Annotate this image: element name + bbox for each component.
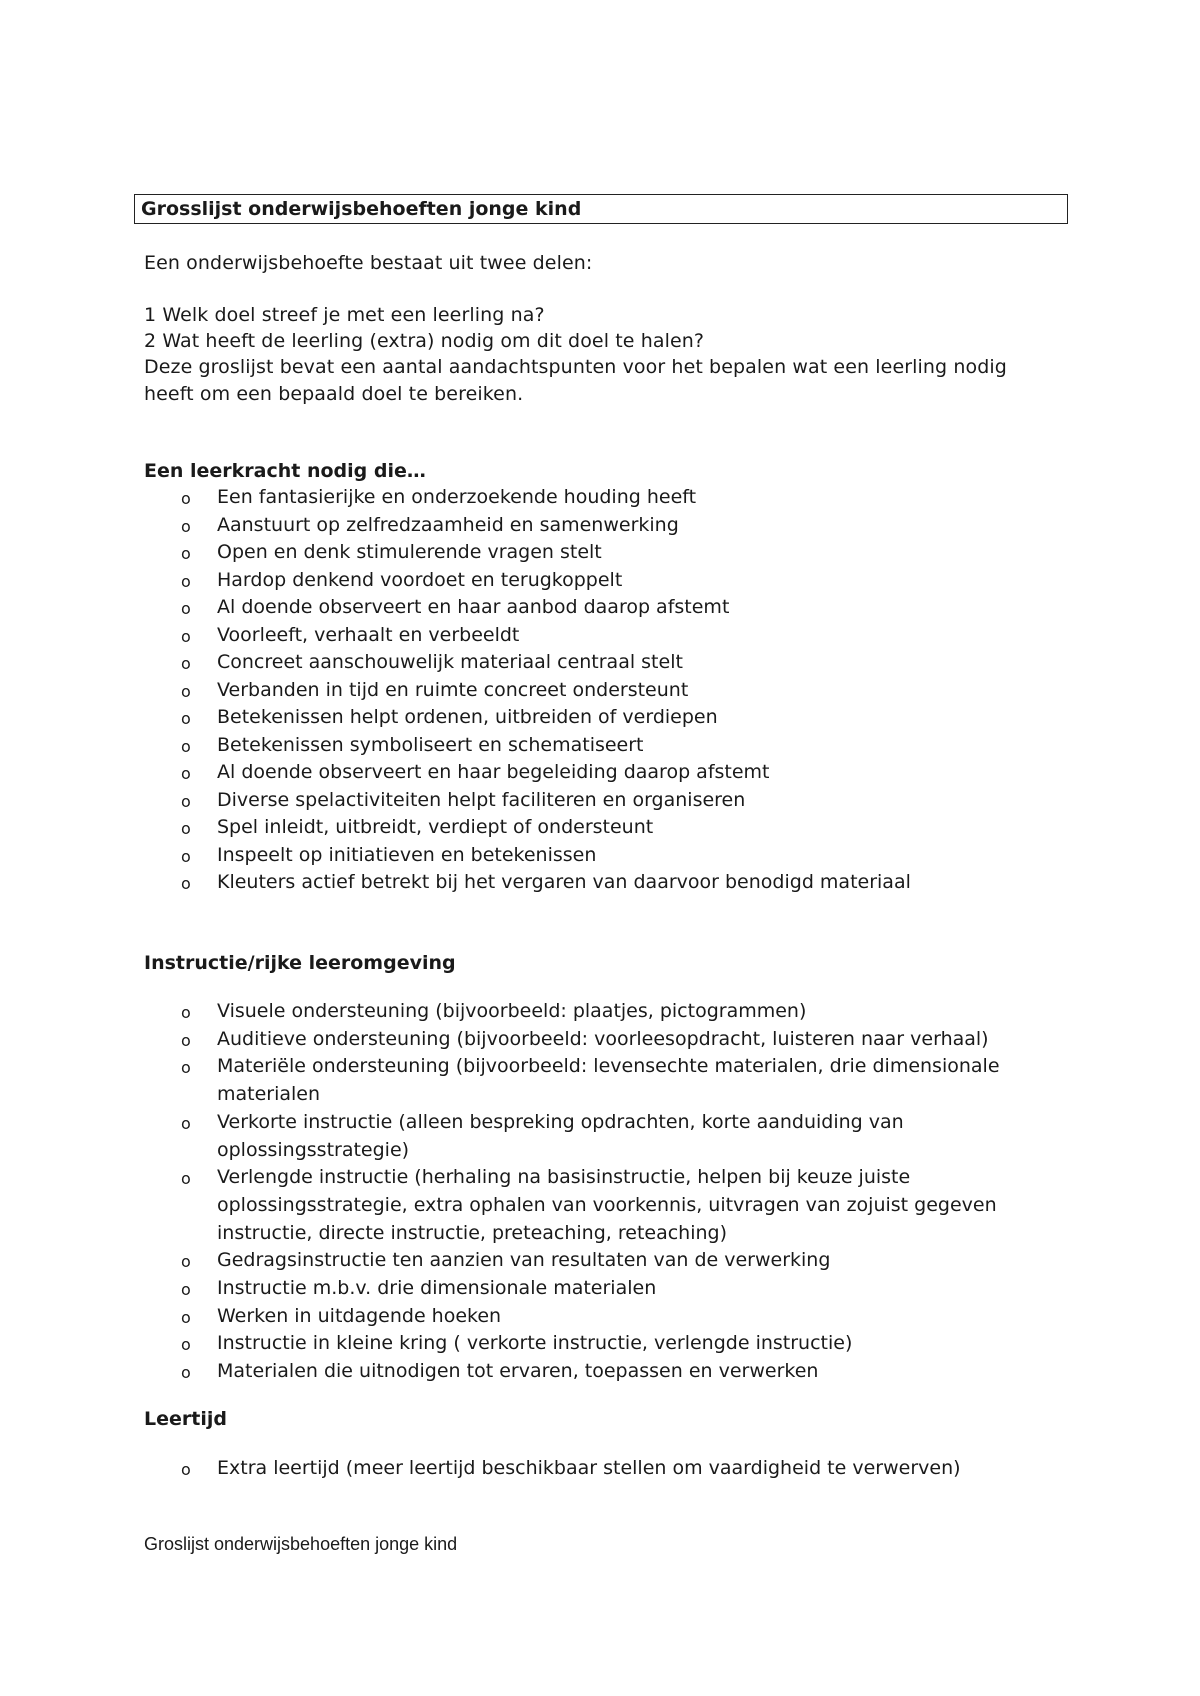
- intro-line: Een onderwijsbehoefte bestaat uit twee delen:: [144, 252, 593, 274]
- section-heading-leerkracht: Een leerkracht nodig die…: [144, 460, 426, 482]
- list-item: o Verlengde instructie (herhaling na basisinstructie, helpen bij keuze juiste oplossingsstrategie, extra ophalen van voorkennis, uitvragen van zojuist gegeven instructie, directe instructie, preteaching, reteaching): [181, 1166, 997, 1244]
- bullet-marker: o: [181, 1252, 191, 1272]
- bullet-marker: o: [181, 1280, 191, 1300]
- bullet-marker: o: [181, 791, 191, 811]
- bullet-marker: o: [181, 654, 191, 673]
- list-item: o Kleuters actief betrekt bij het vergaren van daarvoor benodigd materiaal: [0, 869, 1057, 897]
- list-leerkracht: [0, 484, 1057, 897]
- list-item: o Aanstuurt op zelfredzaamheid en samenwerking: [0, 512, 1057, 540]
- intro-question-2: 2 Wat heeft de leerling (extra) nodig om dit doel te halen?: [144, 330, 705, 352]
- section-heading-instructie: Instructie/rijke leeromgeving: [144, 952, 456, 974]
- bullet-marker: o: [181, 1113, 191, 1133]
- list-leertijd: [0, 1455, 1057, 1483]
- bullet-marker: o: [181, 626, 191, 646]
- list-item: o Al doende observeert en haar begeleiding daarop afstemt: [0, 759, 1057, 787]
- bullet-marker: o: [181, 846, 191, 866]
- list-item: o Instructie in kleine kring ( verkorte instructie, verlengde instructie): [0, 1330, 1057, 1358]
- list-item: o Concreet aanschouwelijk materiaal centraal stelt: [0, 649, 1057, 677]
- list-item: o Voorleeft, verhaalt en verbeeldt: [0, 622, 1057, 650]
- list-item: o Auditieve ondersteuning (bijvoorbeeld: voorleesopdracht, luisteren naar verhaal): [0, 1026, 1057, 1054]
- bullet-marker: o: [181, 599, 191, 618]
- list-instructie: [0, 998, 1057, 1386]
- list-item: o Diverse spelactiviteiten helpt faciliteren en organiseren: [0, 787, 1057, 815]
- bullet-marker: o: [181, 1058, 191, 1078]
- bullet-marker: o: [181, 681, 191, 701]
- intro-question-1: 1 Welk doel streef je met een leerling na?: [144, 304, 545, 326]
- list-item: o Betekenissen symboliseert en schematiseert: [0, 732, 1057, 760]
- list-item: o Inspeelt op initiatieven en betekenissen: [0, 842, 1057, 870]
- bullet-marker: o: [181, 516, 191, 536]
- bullet-marker: o: [181, 1030, 191, 1050]
- list-item: o Een fantasierijke en onderzoekende houding heeft: [0, 484, 1057, 512]
- bullet-marker: o: [181, 489, 191, 508]
- bullet-marker: o: [181, 1307, 191, 1327]
- list-item: o Hardop denkend voordoet en terugkoppelt: [0, 567, 1057, 595]
- document-title: Grosslijst onderwijsbehoeften jonge kind: [134, 194, 1068, 224]
- bullet-marker: o: [181, 1363, 191, 1383]
- bullet-marker: o: [181, 1335, 191, 1355]
- list-item: o Visuele ondersteuning (bijvoorbeeld: plaatjes, pictogrammen): [0, 998, 1057, 1026]
- bullet-marker: o: [181, 874, 191, 893]
- bullet-marker: o: [181, 819, 191, 838]
- bullet-marker: o: [181, 1460, 191, 1479]
- bullet-marker: o: [181, 709, 191, 728]
- bullet-marker: o: [181, 544, 191, 563]
- bullet-marker: o: [181, 764, 191, 783]
- list-item: o Verkorte instructie (alleen bespreking opdrachten, korte aanduiding van oplossingsstrategie): [181, 1110, 904, 1161]
- list-item: o Materialen die uitnodigen tot ervaren, toepassen en verwerken: [0, 1358, 1057, 1386]
- bullet-marker: o: [181, 571, 191, 591]
- bullet-marker: o: [181, 1003, 191, 1022]
- list-item: o Open en denk stimulerende vragen stelt: [0, 539, 1057, 567]
- list-item: o Al doende observeert en haar aanbod daarop afstemt: [0, 594, 1057, 622]
- list-item: o Betekenissen helpt ordenen, uitbreiden of verdiepen: [0, 704, 1057, 732]
- list-item: o Spel inleidt, uitbreidt, verdiept of ondersteunt: [0, 814, 1057, 842]
- bullet-marker: o: [181, 736, 191, 756]
- list-item: o Gedragsinstructie ten aanzien van resultaten van de verwerking: [0, 1247, 1057, 1275]
- page-footer: Groslijst onderwijsbehoeften jonge kind: [144, 1534, 458, 1554]
- list-item: o Extra leertijd (meer leertijd beschikbaar stellen om vaardigheid te verwerven): [0, 1455, 1057, 1483]
- list-item: o Verbanden in tijd en ruimte concreet ondersteunt: [0, 677, 1057, 705]
- section-heading-leertijd: Leertijd: [144, 1408, 227, 1430]
- intro-paragraph: Deze groslijst bevat een aantal aandachtspunten voor het bepalen wat een leerling nodig heeft om een bepaald doel te bereiken.: [144, 356, 1007, 405]
- bullet-marker: o: [181, 1169, 191, 1189]
- list-item: o Werken in uitdagende hoeken: [0, 1303, 1057, 1331]
- list-item: o Materiële ondersteuning (bijvoorbeeld: levensechte materialen, drie dimensionale materialen: [181, 1055, 1000, 1106]
- list-item: o Instructie m.b.v. drie dimensionale materialen: [0, 1275, 1057, 1303]
